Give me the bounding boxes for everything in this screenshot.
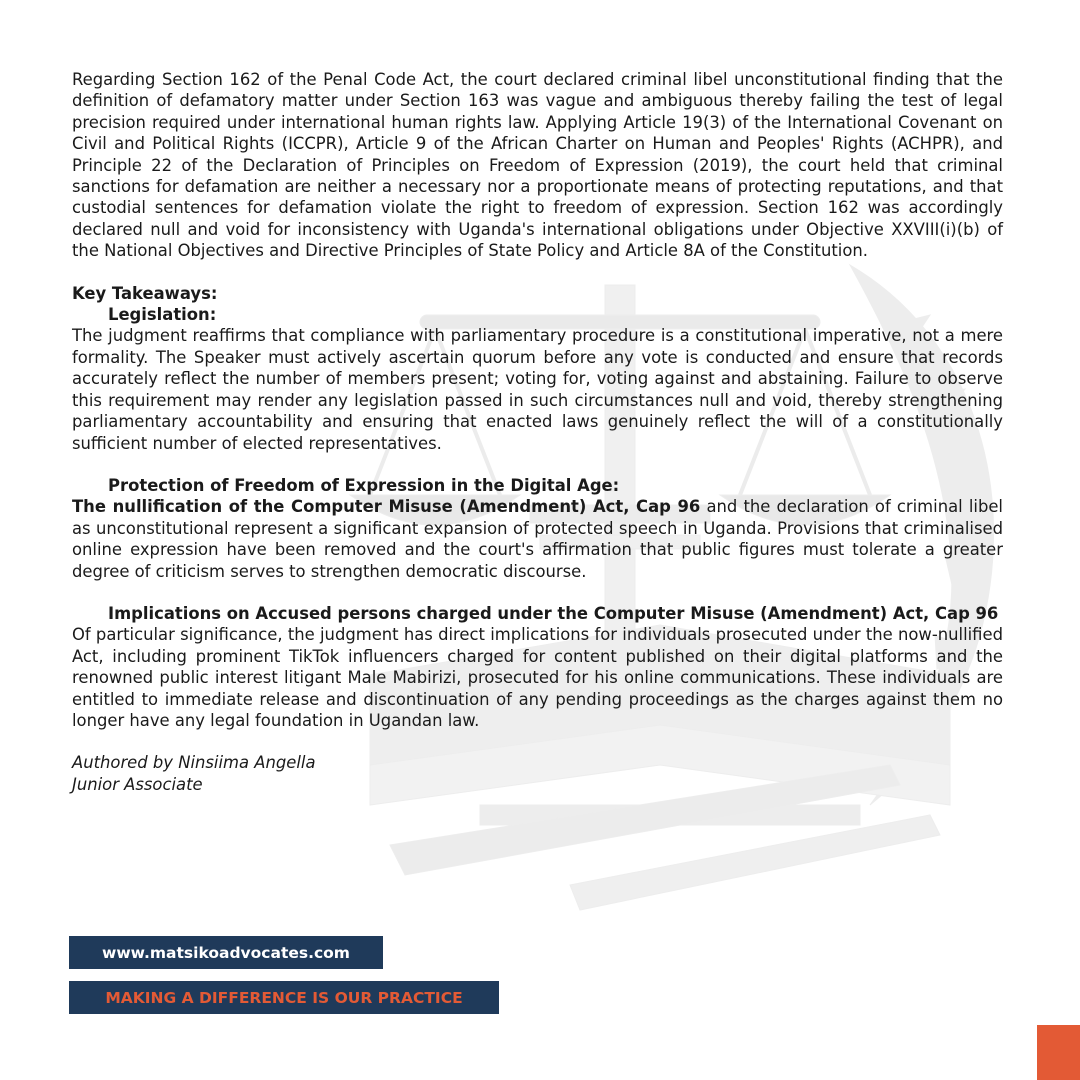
expression-lead-bold: The nullification of the Computer Misuse (Amendment) Act, Cap 96 [72,497,701,517]
implications-heading: Implications on Accused persons charged under the Computer Misuse (Amendment) Act, Cap 96 [108,603,999,623]
author-role: Junior Associate [72,774,203,794]
author-line: Authored by Ninsiima Angella [72,753,316,773]
expression-paragraph [72,496,1003,582]
expression-body: and the declaration of criminal libel as unconstitutional represent a significant expansion of protected speech in Uganda. Provisions that criminalised online expression have been removed and the court's affirmation that public figures must tolerate a greater degree of criticism serves to strengthen democratic discourse. [72,497,1003,581]
implications-body: Of particular significance, the judgment has direct implications for individuals prosecuted under the now-nullified Act, including prominent TikTok influencers charged for content published on their digital platforms and the renowned public interest litigant Male Mabirizi, prosecuted for his online communications. These individuals are entitled to immediate release and discontinuation of any pending proceedings as the charges against them no longer have any legal foundation in Ugandan law. [72,625,1003,730]
legislation-heading: Legislation: [108,305,217,325]
article-body [72,69,1003,795]
paragraph-criminal-libel: Regarding Section 162 of the Penal Code Act, the court declared criminal libel unconstitutional finding that the definition of defamatory matter under Section 163 was vague and ambiguous thereby failing the test of legal precision required under international human rights law. Applying Article 19(3) of the International Covenant on Civil and Political Rights (ICCPR), Article 9 of the African Charter on Human and Peoples' Rights (ACHPR), and Principle 22 of the Declaration of Principles on Freedom of Expression (2019), the court held that criminal sanctions for defamation are neither a necessary nor a proportionate means of protecting reputations, and that custodial sentences for defamation violate the right to freedom of expression. Section 162 was accordingly declared null and void for inconsistency with Uganda's international obligations under Objective XXVIII(i)(b) of the National Objectives and Directive Principles of State Policy and Article 8A of the Constitution. [72,70,1003,261]
tagline-banner: MAKING A DIFFERENCE IS OUR PRACTICE [69,981,499,1014]
website-link[interactable]: www.matsikoadvocates.com [69,936,383,969]
legislation-body: The judgment reaffirms that compliance with parliamentary procedure is a constitutional imperative, not a mere formality. The Speaker must actively ascertain quorum before any vote is conducted and ensure that records accurately reflect the number of members present; voting for, voting against and abstaining. Failure to observe this requirement may render any legislation passed in such circumstances null and void, thereby strengthening parliamentary accountability and ensuring that enacted laws genuinely reflect the will of a constitutionally sufficient number of elected representatives. [72,326,1003,453]
expression-heading: Protection of Freedom of Expression in the Digital Age: [108,475,620,495]
accent-square [1037,1025,1080,1080]
key-takeaways-heading: Key Takeaways: [72,283,218,303]
